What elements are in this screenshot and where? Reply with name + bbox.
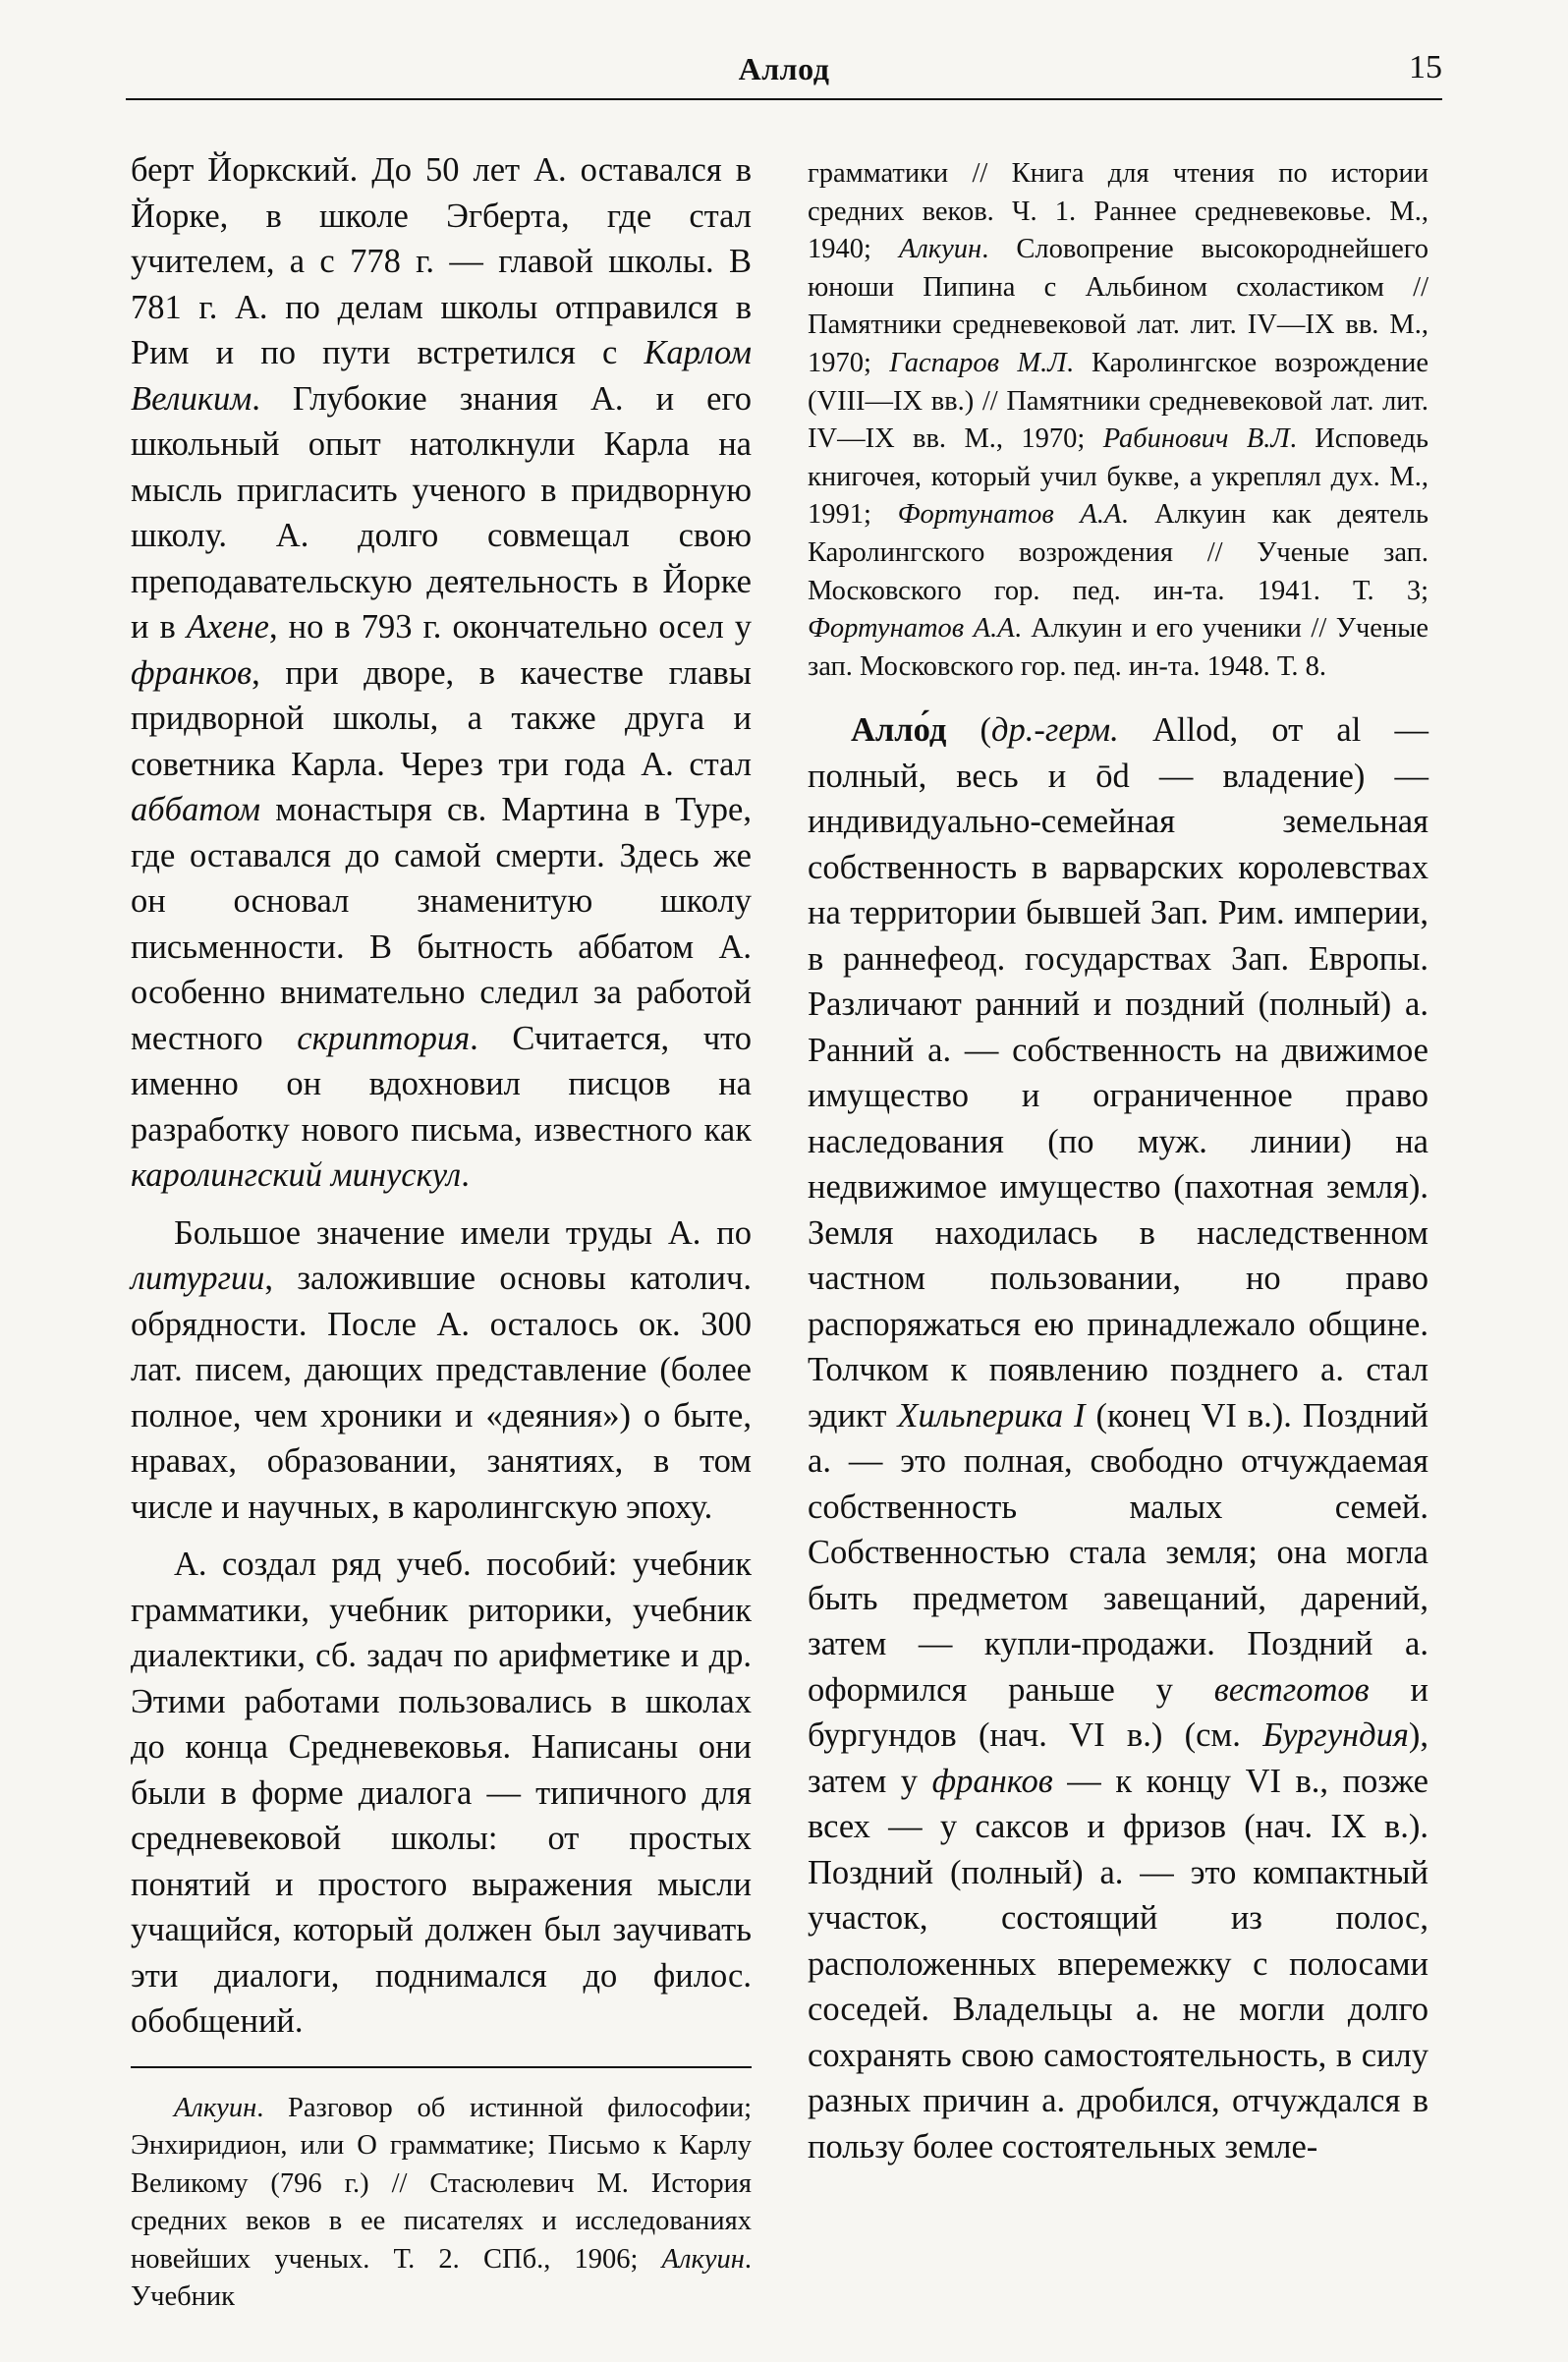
left-column: [131, 147, 752, 2317]
running-title: Аллод: [738, 51, 830, 86]
paragraph-alcuin-bio: берт Йоркский. До 50 лет А. оставался в Йорке, в школе Эгберта, где стал учителем, а с 778 г. — главой школы. В 781 г. А. по делам школы отправился в Рим и по пути встретился с Карлом Великим. Глубокие знания А. и его школьный опыт натолкнули Карла на мысль пригласить ученого в придворную школу. А. долго совмещал свою преподавательскую деятельность в Йорке и в Ахене, но в 793 г. окончательно осел у франков, при дворе, в качестве главы придворной школы, а также друга и советника Карла. Через три года А. стал аббатом монастыря св. Мартина в Туре, где оставался до самой смерти. Здесь же он основал знаменитую школу письменности. В бытность аббатом А. особенно внимательно следил за работой местного скриптория. Считается, что именно он вдохновил писцов на разработку нового письма, известного как каролингский минускул.: [131, 151, 752, 1194]
entry-headword: Алло́д: [851, 711, 947, 750]
bibliography-right: грамматики // Книга для чтения по истории средних веков. Ч. 1. Раннее средневековье. М., 1940; Алкуин. Словопрение высокороднейшего юноши Пипина с Альбином схоластиком // Памятники средневековой лат. лит. IV—IX вв. М., 1970; Гаспаров М.Л. Каролингское возрождение (VIII—IX вв.) // Памятники средневековой лат. лит. IV—IX вв. М., 1970; Рабинович В.Л. Исповедь книгочея, который учил букве, а укреплял дух. М., 1991; Фортунатов А.А. Алкуин как деятель Каролингского возрождения // Ученые зап. Московского гор. пед. ин-та. 1941. Т. 3; Фортунатов А.А. Алкуин и его ученики // Ученые зап. Московского гор. пед. ин-та. 1948. Т. 8.: [808, 158, 1429, 682]
link-minuskul: каролингский минускул: [131, 1156, 462, 1194]
running-head: [126, 37, 1442, 108]
header-rule: [126, 98, 1442, 100]
page-number: 15: [1409, 49, 1442, 85]
link-liturgiya: литургии: [131, 1260, 265, 1297]
bibliography-left: Алкуин. Разговор об истинной философии; Энхиридион, или О грамматике; Письмо к Карлу Великому (796 г.) // Стасюлевич М. История средних веков в ее писателях и исследованиях новейших ученых. Т. 2. СПб., 1906; Алкуин. Учебник: [131, 2092, 752, 2313]
link-burgundiya: Бургундия: [1262, 1716, 1409, 1755]
link-vestgoty: вестготов: [1213, 1670, 1370, 1709]
link-ahen: Ахене: [186, 608, 269, 646]
link-abbat: аббатом: [131, 791, 261, 828]
link-skriptoriy: скриптория: [297, 1019, 471, 1057]
paragraph-textbooks: А. создал ряд учеб. пособий: учебник грамматики, учебник риторики, учебник диалектики, сб. задач по арифметике и др. Этими работами пользовались в школах до конца Средневековья. Написаны они были в форме диалога — типичного для средневековой школы: от простых понятий и простого выражения мысли учащийся, который должен был заучивать эти диалоги, поднимался до филос. обобщений.: [131, 1546, 752, 2040]
link-hilperik: Хильперика I: [897, 1396, 1086, 1434]
right-column: [808, 147, 1428, 2169]
bibliography-rule: [131, 2066, 752, 2068]
entry-allod: Алло́д (др.-герм. Allod, от al — полный, весь и ōd — владение) — индивидуально-семейная земельная собственность в варварских королевствах на территории бывшей Зап. Рим. империи, в раннефеод. государствах Зап. Европы. Различают ранний и поздний (полный) а. Ранний а. — собственность на движимое имущество и ограниченное право наследования (по муж. линии) на недвижимое имущество (пахотная земля). Земля находилась в наследственном частном пользовании, но право распоряжаться ею принадлежало общине. Толчком к появлению позднего а. стал эдикт Хильперика I (конец VI в.). Поздний а. — это полная, свободно отчуждаемая собственность малых семей. Собственностью стала земля; она могла быть предметом завещаний, дарений, затем — купли-продажи. Поздний а. оформился раньше у вестготов и бургундов (нач. VI в.) (см. Бургундия), затем у франков — к концу VI в., позже всех — у саксов и фризов (нач. IX в.). Поздний (полный) а. — это компактный участок, состоящий из полос, расположенных вперемежку с полосами соседей. Владельцы а. не могли долго сохранять свою самостоятельность, в силу разных причин а. дробился, отчуждался в пользу более состоятельных земле-: [808, 711, 1429, 2165]
link-franki: франков: [131, 653, 252, 692]
link-karl-velikiy: Карлом Великим: [131, 334, 752, 418]
paragraph-liturgy: Большое значение имели труды А. по литургии, заложившие основы католич. обрядности. После А. осталось ок. 300 лат. писем, дающих представление (более полное, чем хроники и «деяния») о быте, нравах, образовании, занятиях, в том числе и научных, в каролингскую эпоху.: [131, 1213, 752, 1526]
link-franki-2: франков: [931, 1762, 1053, 1800]
